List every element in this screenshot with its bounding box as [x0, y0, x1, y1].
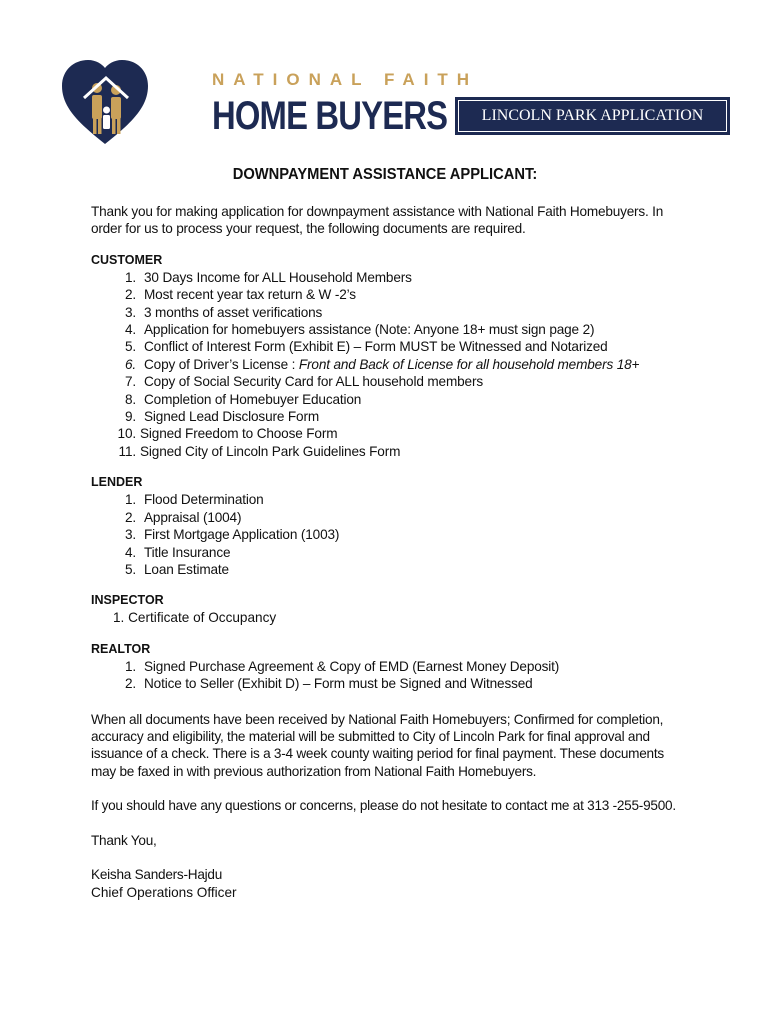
- list-item: 1. Certificate of Occupancy: [113, 610, 277, 626]
- lender-list: [91, 491, 691, 578]
- list-item: 4 . Title Insurance: [91, 544, 691, 561]
- list-item: 10 . Signed Freedom to Choose Form: [91, 425, 691, 442]
- list-item: 2 . Appraisal (1004): [91, 509, 691, 526]
- signer-title: Chief Operations Officer: [91, 885, 237, 901]
- license-note: Front and Back of License for all household members 18+: [298, 356, 640, 372]
- list-item: 2 . Most recent year tax return & W -2’s: [91, 286, 691, 303]
- sign-off: Thank You,: [91, 832, 157, 848]
- application-label: LINCOLN PARK APPLICATION: [455, 97, 730, 135]
- contact-paragraph: If you should have any questions or concerns, please do not hesitate to contact me at 313 -255-9500.: [91, 798, 676, 814]
- customer-heading: CUSTOMER: [91, 252, 163, 267]
- document-body: [91, 203, 691, 902]
- realtor-heading: REALTOR: [91, 641, 151, 656]
- list-item: 5 . Loan Estimate: [91, 561, 691, 578]
- intro-paragraph: Thank you for making application for downpayment assistance with National Faith Homebuyers. In order for us to process your request, the following documents are required.: [91, 204, 664, 237]
- customer-list: [91, 269, 691, 460]
- page-title: DOWNPAYMENT ASSISTANCE APPLICANT:: [232, 166, 538, 183]
- list-item: 5 . Conflict of Interest Form (Exhibit E) – Form MUST be Witnessed and Notarized: [91, 338, 691, 355]
- list-item: 3 . First Mortgage Application (1003): [91, 526, 691, 543]
- list-item: 6 . Copy of Driver’s License : Front and Back of License for all household members 18+: [91, 356, 691, 373]
- heart-house-icon: [60, 58, 210, 148]
- list-item: 1 . Flood Determination: [91, 491, 691, 508]
- list-item: 2 . Notice to Seller (Exhibit D) – Form must be Signed and Witnessed: [91, 675, 691, 692]
- company-logo: [60, 58, 479, 148]
- inspector-heading: INSPECTOR: [91, 593, 164, 608]
- list-item: 8 . Completion of Homebuyer Education: [91, 391, 691, 408]
- list-item: 9 . Signed Lead Disclosure Form: [91, 408, 691, 425]
- list-item: 1 . 30 Days Income for ALL Household Members: [91, 269, 691, 286]
- signer-name: Keisha Sanders-Hajdu: [91, 866, 223, 882]
- list-item: 7 . Copy of Social Security Card for ALL household members: [91, 373, 691, 390]
- list-item: 3 . 3 months of asset verifications: [91, 304, 691, 321]
- list-item: 1 . Signed Purchase Agreement & Copy of EMD (Earnest Money Deposit): [91, 658, 691, 675]
- closing-paragraph: When all documents have been received by National Faith Homebuyers; Confirmed for completion, accuracy and eligibility, the material will be submitted to City of Lincoln Park for final approval and issuance of a check. There is a 3-4 week county waiting period for final payment. These documents may be faxed in with previous authorization from National Faith Homebuyers.: [91, 711, 664, 779]
- logo-main-text: HOME BUYERS: [212, 94, 448, 138]
- list-item: 4 . Application for homebuyers assistance (Note: Anyone 18+ must sign page 2): [91, 321, 691, 338]
- logo-top-text: NATIONAL FAITH: [212, 70, 479, 89]
- list-item: 11 . Signed City of Lincoln Park Guidelines Form: [91, 443, 691, 460]
- lender-heading: LENDER: [91, 475, 143, 490]
- realtor-list: [91, 658, 691, 693]
